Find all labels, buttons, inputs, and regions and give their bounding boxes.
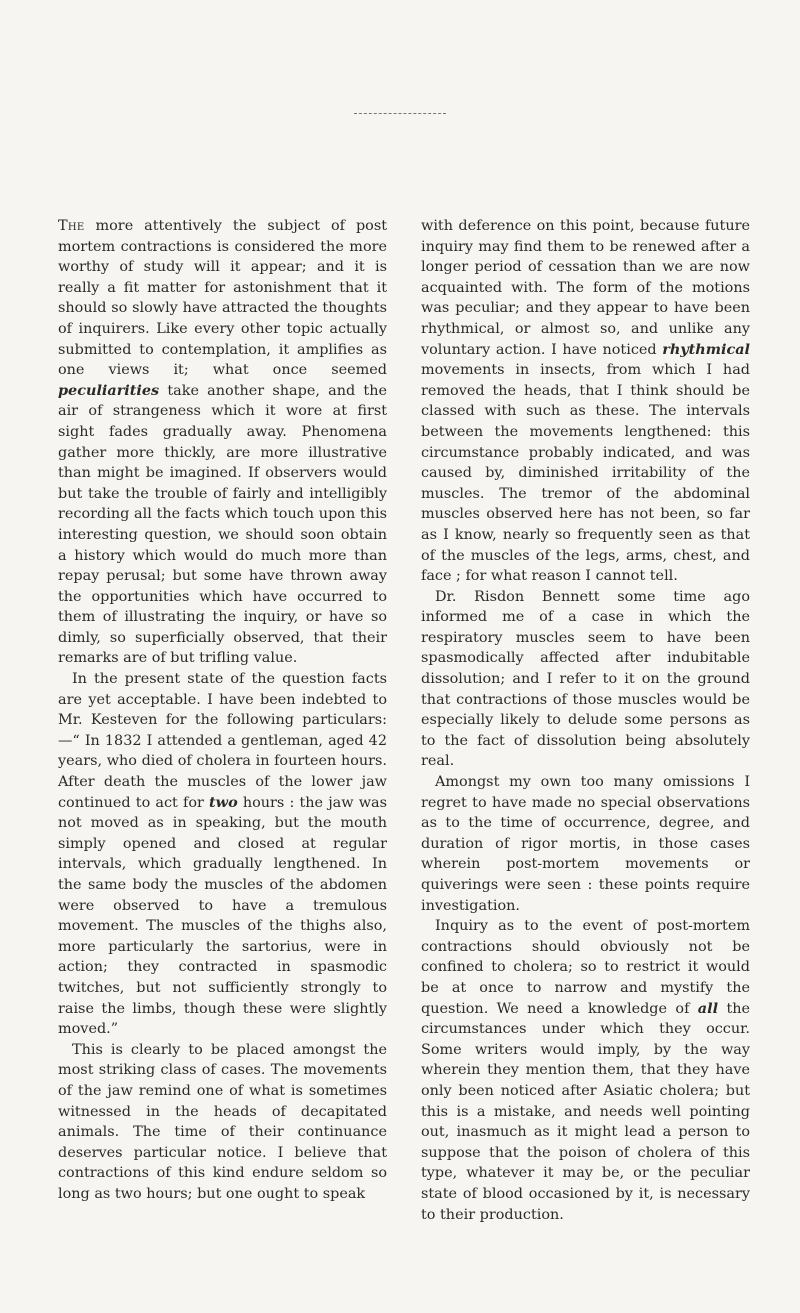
- paragraph: [421, 216, 750, 587]
- right-column: [421, 216, 750, 1225]
- lead-word: The: [58, 218, 85, 234]
- text-run: Inquiry as to the event of post-mortem contractions should obviously not be confined to cholera; so to restrict it would be at once to narrow and mystify the question. We need a knowledge of: [421, 918, 750, 1017]
- text-run: the circumstances under which they occur. Some writers would imply, by the way wherein they mention them, that they have only been noticed after Asiatic cholera; but this is a mistake, and needs well pointing out, inasmuch as it might lead a person to suppose that the poison of cholera of this type, whatever it may be, or the peculiar state of blood occasioned by it, is necessary to their production.: [421, 1000, 751, 1223]
- emphasis: rhythmical: [662, 340, 750, 358]
- paragraph: Dr. Risdon Bennett some time ago informed me of a case in which the respiratory muscles seem to have been spasmodically affected after indubitable dissolution; and I refer to it on the ground that contractions of those muscles would be especially likely to delude some persons as to the fact of dissolution being absolutely real.: [421, 588, 750, 770]
- emphasis: two: [209, 793, 238, 811]
- text-run: movements in insects, from which I had removed the heads, that I think should be classed with such as these. The intervals between the movements lengthened: this circumstance probably indicated, and was caused by, diminished irritability of the muscles. The tremor of the abdominal muscles observed here has not been, so far as I know, nearly so frequently seen as that of the muscles of the legs, arms, chest, and face ; for what reason I cannot tell.: [421, 362, 750, 585]
- paragraph: This is clearly to be placed amongst the most striking class of cases. The movements of the jaw remind one of what is sometimes witnessed in the heads of decapitated animals. The time of their continuance deserves particular notice. I believe that contractions of this kind endure seldom so long as two hours; but one ought to speak: [58, 1041, 387, 1202]
- header-rule: [354, 113, 446, 114]
- document-page: [58, 216, 750, 1225]
- paragraph: [58, 216, 387, 669]
- paragraph: [421, 916, 750, 1225]
- text-run: take another shape, and the air of strangeness which it wore at first sight fades gradually away. Phenomena gather more thickly, are more illustrative than might be imagined. If observers would but take the trouble of fairly and intelligibly recording all the facts which touch upon this interesting question, we should soon obtain a history which would do much more than repay perusal; but some have thrown away the opportunities which have occurred to them of illustrating the inquiry, or have so dimly, so superficially observed, that their remarks are of but trifling value.: [58, 382, 387, 667]
- text-run: In the present state of the question facts are yet acceptable. I have been indebted to Mr. Kesteven for the following particulars:—“ In 1832 I attended a gentleman, aged 42 years, who died of cholera in fourteen hours. After death the muscles of the lower jaw continued to act for: [58, 671, 387, 811]
- text-run: more attentively the subject of post mortem contractions is considered the more worthy of study will it appear; and it is really a fit matter for astonishment that it should so slowly have attracted the thoughts of inquirers. Like every other topic actually submitted to contemplation, it amplifies as one views it; what once seemed: [58, 218, 387, 379]
- text-run: with deference on this point, because future inquiry may find them to be renewed after a longer period of cessation than we are now acquainted with. The form of the motions was peculiar; and they appear to have been rhythmical, or almost so, and unlike any voluntary action. I have noticed: [421, 218, 750, 358]
- emphasis: peculiarities: [58, 381, 160, 399]
- emphasis: all: [697, 999, 719, 1017]
- paragraph: Amongst my own too many omissions I regret to have made no special observations as to the time of occurrence, degree, and duration of rigor mortis, in those cases wherein post-mortem movements or quiverings were seen : these points require investigation.: [421, 774, 750, 914]
- left-column: [58, 216, 387, 1225]
- paragraph: [58, 669, 387, 1040]
- text-run: hours : the jaw was not moved as in speaking, but the mouth simply opened and closed at regular intervals, which gradually lengthened. In the same body the muscles of the abdomen were observed to have a tremulous movement. The muscles of the thighs also, more particularly the sartorius, were in action; they contracted in spasmodic twitches, but not sufficiently strongly to raise the limbs, though these were slightly moved.”: [58, 794, 388, 1038]
